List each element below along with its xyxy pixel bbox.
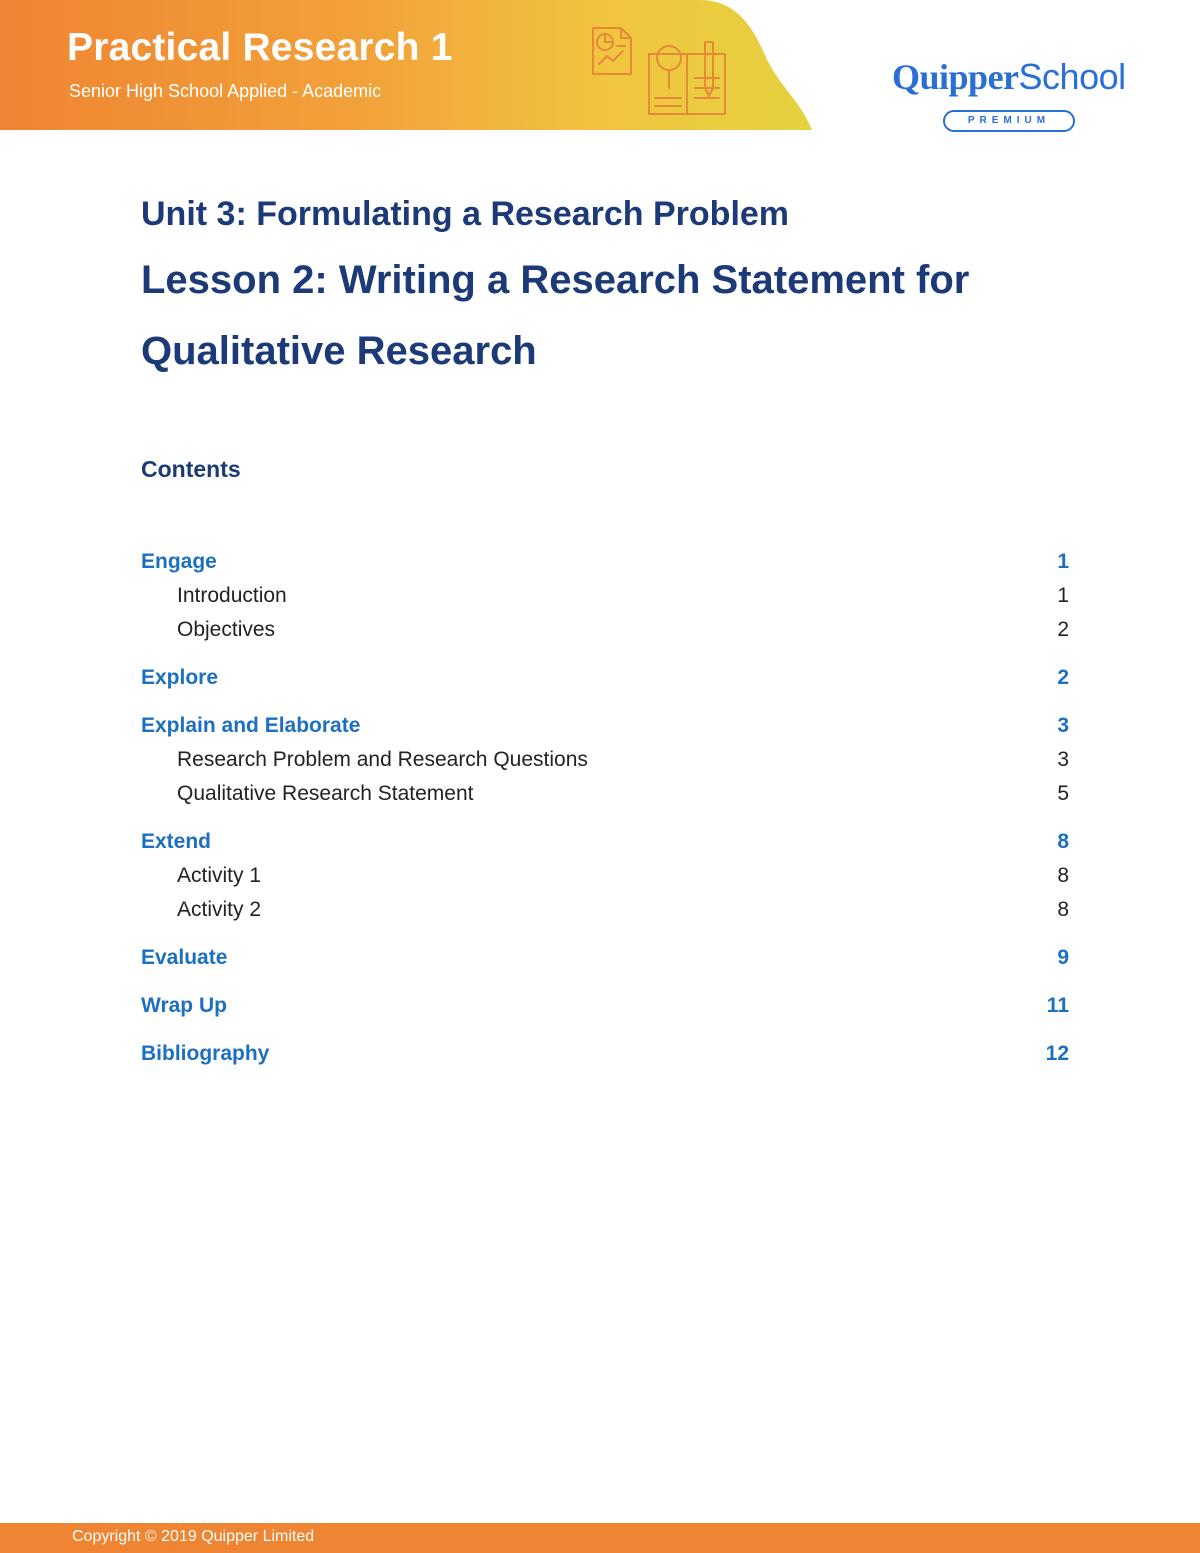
unit-title: Unit 3: Formulating a Research Problem — [141, 195, 790, 233]
toc-entry-label: Explore — [141, 666, 219, 689]
toc-section — [141, 989, 1069, 1023]
toc-entry-page: 3 — [1057, 714, 1069, 737]
toc-section — [141, 661, 1069, 695]
table-of-contents — [141, 545, 1069, 1085]
toc-entry-label: Wrap Up — [141, 994, 227, 1017]
toc-entry[interactable] — [141, 989, 1069, 1023]
toc-entry-page: 1 — [1057, 550, 1069, 573]
toc-subentry-label: Activity 2 — [177, 898, 262, 921]
toc-subentry-label: Objectives — [177, 618, 276, 641]
toc-subentry-label: Qualitative Research Statement — [177, 782, 474, 805]
toc-entry-label: Engage — [141, 550, 217, 573]
toc-section — [141, 709, 1069, 811]
header-banner — [0, 0, 820, 130]
lesson-title: Lesson 2: Writing a Research Statement for Qualitative Research — [141, 258, 970, 373]
toc-entry-page: 11 — [1046, 994, 1069, 1017]
toc-subentry[interactable] — [141, 893, 1069, 927]
toc-entry[interactable] — [141, 545, 1069, 579]
toc-subentry-label: Activity 1 — [177, 864, 262, 887]
toc-entry[interactable] — [141, 825, 1069, 859]
copyright-text: Copyright © 2019 Quipper Limited — [72, 1528, 315, 1545]
toc-section — [141, 941, 1069, 975]
toc-entry[interactable] — [141, 941, 1069, 975]
toc-subentry[interactable] — [141, 743, 1069, 777]
toc-subentry[interactable] — [141, 579, 1069, 613]
toc-entry-label: Bibliography — [141, 1042, 270, 1065]
toc-subentry-label: Introduction — [177, 584, 287, 607]
toc-subentry-page: 8 — [1057, 864, 1069, 887]
logo-wordmark — [892, 56, 1126, 98]
toc-subentry-page: 3 — [1057, 748, 1069, 771]
toc-entry-label: Evaluate — [141, 946, 228, 969]
toc-section — [141, 1037, 1069, 1071]
toc-entry[interactable] — [141, 661, 1069, 695]
toc-subentry-page: 8 — [1057, 898, 1069, 921]
course-title: Practical Research 1 — [67, 26, 453, 69]
toc-entry-page: 2 — [1057, 666, 1069, 689]
toc-entry-page: 12 — [1045, 1042, 1069, 1065]
report-chart-icon — [585, 24, 637, 83]
toc-subentry[interactable] — [141, 859, 1069, 893]
quipper-school-logo — [890, 56, 1130, 136]
toc-subentry[interactable] — [141, 613, 1069, 647]
toc-entry[interactable] — [141, 1037, 1069, 1071]
notebook-magnifier-icon — [645, 38, 735, 125]
toc-entry-label: Explain and Elaborate — [141, 714, 361, 737]
toc-entry-page: 9 — [1057, 946, 1069, 969]
toc-subentry-label: Research Problem and Research Questions — [177, 748, 588, 771]
contents-heading: Contents — [141, 456, 241, 482]
toc-subentry[interactable] — [141, 777, 1069, 811]
toc-entry-label: Extend — [141, 830, 212, 853]
toc-subentry-page: 1 — [1057, 584, 1069, 607]
logo-school: School — [1018, 56, 1126, 97]
course-subtitle: Senior High School Applied - Academic — [69, 81, 382, 101]
toc-subentry-page: 5 — [1057, 782, 1069, 805]
toc-subentry-page: 2 — [1057, 618, 1069, 641]
logo-quipper: Quipper — [892, 57, 1019, 97]
premium-badge: PREMIUM — [943, 110, 1075, 132]
toc-entry[interactable] — [141, 709, 1069, 743]
toc-section — [141, 545, 1069, 647]
toc-entry-page: 8 — [1057, 830, 1069, 853]
footer-bar — [0, 1523, 1200, 1553]
toc-section — [141, 825, 1069, 927]
